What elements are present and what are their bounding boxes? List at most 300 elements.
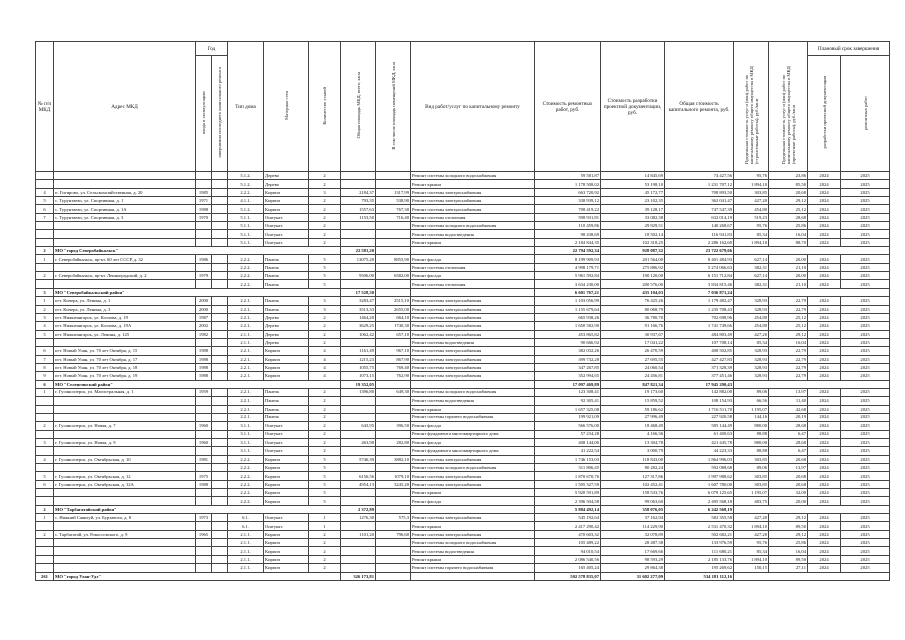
table-row xyxy=(36,530,890,538)
cell-p2: 2025 xyxy=(841,297,890,305)
cell-rc: 3 634 230,00 xyxy=(535,280,601,288)
cell-p1: 2024 xyxy=(808,514,841,522)
cell-dc: 190 120,00 xyxy=(601,272,665,280)
cell-mat: Панель xyxy=(264,305,309,313)
cell-y2 xyxy=(212,489,228,497)
header-floors-cell xyxy=(309,42,341,172)
cell-addr: г. Гусиноозерск, ул. Октябрьская, д. 10 xyxy=(54,455,196,463)
cell-p1: 2024 xyxy=(808,188,841,196)
subtotal-num: 2 xyxy=(36,247,54,255)
cell-fl: 2 xyxy=(309,338,341,346)
cell-y2 xyxy=(212,280,228,288)
cell-l2: 28,68 xyxy=(769,422,808,430)
empty-cell xyxy=(411,572,535,580)
cell-tc: 44 223,33 xyxy=(665,447,734,455)
cell-addr xyxy=(54,338,196,346)
cell-dc: 39 128,17 xyxy=(601,205,665,213)
cell-l1: 85,34 xyxy=(734,230,769,238)
cell-y1 xyxy=(196,397,212,405)
cell-work: Ремонт фундамента многоквартирного дома xyxy=(411,447,535,455)
cell-dc: 17 041,22 xyxy=(601,338,665,346)
cell-l2: 89,50 xyxy=(769,522,808,530)
cell-p2: 2025 xyxy=(841,564,890,572)
cell-y1 xyxy=(196,497,212,505)
cell-addr xyxy=(54,405,196,413)
cell-dc: 45 172,77 xyxy=(601,188,665,196)
cell-p1: 2024 xyxy=(808,363,841,371)
cell-ta xyxy=(341,464,376,472)
cell-mat: Кирпич xyxy=(264,489,309,497)
cell-y1: 1988 xyxy=(196,347,212,355)
cell-l1: 880,00 xyxy=(734,422,769,430)
cell-p1: 2024 xyxy=(808,338,841,346)
cell-mat: Дерево xyxy=(264,338,309,346)
cell-num: 1 xyxy=(36,297,54,305)
cell-work: Ремонт системы электроснабжения xyxy=(411,514,535,522)
cell-num xyxy=(36,464,54,472)
cell-p1: 2024 xyxy=(808,555,841,563)
cell-fl: 2 xyxy=(309,530,341,538)
cell-y2 xyxy=(212,539,228,547)
cell-ta: 1557,63 xyxy=(341,205,376,213)
cell-p1: 2024 xyxy=(808,472,841,480)
cell-l1: 144,16 xyxy=(734,413,769,421)
cell-mat: Панель xyxy=(264,297,309,305)
cell-addr: г. Гусиноозерск, ул. Новая, д. 7 xyxy=(54,422,196,430)
header-wall-material-cell xyxy=(264,42,309,172)
cell-work: Ремонт системы холодного водоснабжения xyxy=(411,464,535,472)
cell-fl: 4 xyxy=(309,347,341,355)
cell-ta xyxy=(341,430,376,438)
cell-y1 xyxy=(196,263,212,271)
cell-dc: 114 229,90 xyxy=(601,522,665,530)
cell-ta xyxy=(341,522,376,530)
cell-y2 xyxy=(212,222,228,230)
cell-fl: 2 xyxy=(309,205,341,213)
cell-pa: 716,40 xyxy=(376,213,411,221)
cell-pa xyxy=(376,280,411,288)
cell-work: Ремонт фасада xyxy=(411,272,535,280)
cell-code: 2.2.1. xyxy=(228,363,264,371)
cell-num xyxy=(36,555,54,563)
cell-rc: 453 865,82 xyxy=(535,330,601,338)
cell-pa: 967,10 xyxy=(376,347,411,355)
header-design-cost: Стоимость разработки проектной документации, руб. xyxy=(601,42,665,172)
cell-ta xyxy=(341,238,376,246)
cell-l1: 328,93 xyxy=(734,355,769,363)
cell-pa: 796,60 xyxy=(376,530,411,538)
cell-code: 2.2.2. xyxy=(228,472,264,480)
cell-l1: 95,76 xyxy=(734,539,769,547)
cell-y2 xyxy=(212,205,228,213)
cell-tc: 111 680,21 xyxy=(665,547,734,555)
cell-l2: 16,04 xyxy=(769,338,808,346)
cell-dc: 37 162,94 xyxy=(601,514,665,522)
cell-rc: 566 576,00 xyxy=(535,422,601,430)
cell-pa xyxy=(376,489,411,497)
cell-l1: 1 894,10 xyxy=(734,555,769,563)
cell-l2: 20,00 xyxy=(769,272,808,280)
cell-work: Ремонт системы электроснабжения xyxy=(411,363,535,371)
cell-y1: 2002 xyxy=(196,322,212,330)
cell-p2: 2025 xyxy=(841,489,890,497)
cell-pa xyxy=(376,464,411,472)
cell-y1: 1988 xyxy=(196,355,212,363)
cell-p2: 2025 xyxy=(841,197,890,205)
cell-fl: 5 xyxy=(309,272,341,280)
cell-dc: 200 576,00 xyxy=(601,280,665,288)
cell-rc: 110 459,86 xyxy=(535,222,601,230)
subtotal-row xyxy=(36,572,890,580)
cell-y1 xyxy=(196,280,212,288)
cell-l2: 88,70 xyxy=(769,238,808,246)
cell-mat: Панель xyxy=(264,413,309,421)
cell-y1 xyxy=(196,430,212,438)
cell-l2: 27,11 xyxy=(769,564,808,572)
cell-l1: 427,20 xyxy=(734,197,769,205)
cell-ta xyxy=(341,497,376,505)
cell-y1: 1965 xyxy=(196,530,212,538)
cell-work: Ремонт системы водоотведения xyxy=(411,230,535,238)
cell-y1 xyxy=(196,230,212,238)
cell-l2: 13,97 xyxy=(769,388,808,396)
cell-p2: 2025 xyxy=(841,272,890,280)
cell-fl: 2 xyxy=(309,539,341,547)
cell-l2: 22,79 xyxy=(769,355,808,363)
cell-p1: 2024 xyxy=(808,330,841,338)
cell-pa xyxy=(376,263,411,271)
cell-rc: 1 103 056,99 xyxy=(535,297,601,305)
table-row xyxy=(36,355,890,363)
cell-fl: 2 xyxy=(309,405,341,413)
cell-y1 xyxy=(196,405,212,413)
header-limit-design: Предельная стоимость услуг и (или) работ по капитальному ремонту общего имущества в МКД (проектные работы), руб./кв.м xyxy=(780,65,796,164)
table-row xyxy=(36,280,890,288)
cell-code: 2.2.1. xyxy=(228,388,264,396)
cell-num xyxy=(36,238,54,246)
cell-mat: Кирпич xyxy=(264,472,309,480)
table-row xyxy=(36,464,890,472)
cell-l2: 16,04 xyxy=(769,230,808,238)
cell-p2: 2025 xyxy=(841,430,890,438)
cell-code: 3.1.1. xyxy=(228,430,264,438)
subtotal-ta: 22 581,20 xyxy=(341,247,376,255)
cell-pa xyxy=(376,547,411,555)
cell-l1: 627,14 xyxy=(734,255,769,263)
cell-addr: пгт. Кичера, ул. Ленина, д. 3 xyxy=(54,305,196,313)
subtotal-rc: 22 794 592,34 xyxy=(535,247,601,255)
cell-l1: 150,15 xyxy=(734,564,769,572)
cell-tc: 140 268,67 xyxy=(665,222,734,230)
cell-mat: Панель xyxy=(264,263,309,271)
cell-mat: Дерево xyxy=(264,172,309,180)
cell-l1: 519,23 xyxy=(734,213,769,221)
cell-work: Ремонт системы холодного водоснабжения xyxy=(411,172,535,180)
capital-repair-table xyxy=(35,41,890,581)
cell-code: 2.2.1. xyxy=(228,322,264,330)
table-row xyxy=(36,472,890,480)
subtotal-row xyxy=(36,247,890,255)
cell-work: Ремонт системы электроснабжения xyxy=(411,330,535,338)
cell-p1: 2024 xyxy=(808,272,841,280)
cell-y1: 1960 xyxy=(196,422,212,430)
cell-l2: 22,79 xyxy=(769,372,808,380)
cell-pa: 575,3 xyxy=(376,514,411,522)
cell-p2: 2025 xyxy=(841,363,890,371)
cell-num xyxy=(36,338,54,346)
cell-dc: 59 186,62 xyxy=(601,405,665,413)
cell-ta xyxy=(341,539,376,547)
cell-l2: 22,79 xyxy=(769,305,808,313)
cell-pa: 2515,10 xyxy=(376,297,411,305)
cell-rc: 41 222,54 xyxy=(535,447,601,455)
cell-y1 xyxy=(196,447,212,455)
cell-p2: 2025 xyxy=(841,464,890,472)
cell-rc: 1 657 325,08 xyxy=(535,405,601,413)
register-table-sheet xyxy=(35,41,889,581)
cell-tc: 6 151 712,84 xyxy=(665,272,734,280)
table-row xyxy=(36,272,890,280)
cell-pa xyxy=(376,397,411,405)
table-row xyxy=(36,222,890,230)
cell-work: Ремонт фасада xyxy=(411,497,535,505)
cell-num: 7 xyxy=(36,355,54,363)
cell-ta: 463,90 xyxy=(341,439,376,447)
cell-y1: 2000 xyxy=(196,297,212,305)
cell-code: 2.2.1. xyxy=(228,413,264,421)
cell-num xyxy=(36,222,54,230)
cell-l1: 303,85 xyxy=(734,472,769,480)
cell-work: Ремонт системы электроснабжения xyxy=(411,472,535,480)
cell-mat: Оштукат. xyxy=(264,447,309,455)
cell-work: Ремонт системы электроснабжения xyxy=(411,455,535,463)
cell-addr: с. Тарбагатай, ул. Рокоссовского, д. 9 xyxy=(54,530,196,538)
cell-addr xyxy=(54,263,196,271)
cell-work: Ремонт системы электроснабжения xyxy=(411,322,535,330)
cell-pa: 769,40 xyxy=(376,363,411,371)
cell-fl: 2 xyxy=(309,447,341,455)
cell-code: 2.1.1. xyxy=(228,530,264,538)
cell-ta: 1153,50 xyxy=(341,213,376,221)
cell-p2: 2025 xyxy=(841,555,890,563)
header-limit-max: Предельная стоимость услуг и (или) работ по капитальному ремонту общего имущества в МКД (строительные работы), руб./кв.м xyxy=(743,65,759,164)
header-total-cost: Общая стоимость капитального ремонта, руб. xyxy=(665,42,734,172)
cell-rc: 663 720,92 xyxy=(535,188,601,196)
cell-y2 xyxy=(212,422,228,430)
cell-l2: 11,40 xyxy=(769,397,808,405)
cell-tc: 227 920,58 xyxy=(665,413,734,421)
cell-num: 3 xyxy=(36,439,54,447)
cell-code: 2.1.1. xyxy=(228,555,264,563)
subtotal-rc: 17 097 469,89 xyxy=(535,380,601,388)
cell-y2 xyxy=(212,338,228,346)
cell-tc: 2 286 162,60 xyxy=(665,238,734,246)
cell-l2: 29,12 xyxy=(769,514,808,522)
subtotal-ta: 326 173,81 xyxy=(341,572,376,580)
cell-l1: 88,88 xyxy=(734,447,769,455)
cell-dc: 98 593,29 xyxy=(601,555,665,563)
cell-tc: 427 427,83 xyxy=(665,355,734,363)
table-row xyxy=(36,263,890,271)
cell-pa: 3882,10 xyxy=(376,455,411,463)
cell-fl: 2 xyxy=(309,388,341,396)
cell-l2: 22,79 xyxy=(769,347,808,355)
cell-y2 xyxy=(212,430,228,438)
cell-p2: 2025 xyxy=(841,188,890,196)
cell-l1: 382,31 xyxy=(734,280,769,288)
cell-ta xyxy=(341,397,376,405)
cell-work: Ремонт крыши xyxy=(411,489,535,497)
cell-l1: 427,20 xyxy=(734,530,769,538)
cell-mat: Кирпич xyxy=(264,455,309,463)
cell-ta xyxy=(341,564,376,572)
cell-p1: 2024 xyxy=(808,322,841,330)
cell-p2: 2025 xyxy=(841,547,890,555)
table-body xyxy=(36,172,890,581)
cell-p1: 2024 xyxy=(808,172,841,180)
cell-rc: 57 234,28 xyxy=(535,430,601,438)
cell-mat: Кирпич xyxy=(264,205,309,213)
cell-fl: 2 xyxy=(309,197,341,205)
cell-fl: 5 xyxy=(309,480,341,488)
subtotal-rc: 502 578 835,07 xyxy=(535,572,601,580)
cell-pa: 664,10 xyxy=(376,313,411,321)
cell-num xyxy=(36,489,54,497)
cell-p1: 2024 xyxy=(808,547,841,555)
cell-num: 4 xyxy=(36,322,54,330)
cell-p2: 2025 xyxy=(841,213,890,221)
cell-num: 7 xyxy=(36,213,54,221)
cell-ta xyxy=(341,338,376,346)
cell-p2: 2025 xyxy=(841,238,890,246)
table-row xyxy=(36,388,890,396)
subtotal-tc: 23 722 679,66 xyxy=(665,247,734,255)
cell-l1: 427,20 xyxy=(734,330,769,338)
cell-l2: 20,00 xyxy=(769,255,808,263)
cell-l2: 6,47 xyxy=(769,447,808,455)
subtotal-num: 2 xyxy=(36,505,54,513)
cell-ta: 5746,39 xyxy=(341,455,376,463)
cell-code: 2.2.2. xyxy=(228,263,264,271)
cell-code: 2.2.2. xyxy=(228,480,264,488)
cell-fl: 2 xyxy=(309,555,341,563)
cell-y2 xyxy=(212,363,228,371)
table-row xyxy=(36,413,890,421)
cell-l2: 20,68 xyxy=(769,472,808,480)
cell-addr: с. Турунтаево, ул. Спортивная, д. 1 xyxy=(54,197,196,205)
cell-p1: 2024 xyxy=(808,238,841,246)
table-row xyxy=(36,547,890,555)
cell-l1: 454,80 xyxy=(734,205,769,213)
subtotal-num: 261 xyxy=(36,572,54,580)
header-repair-cost: Стоимость ремонтных работ, руб. xyxy=(535,42,601,172)
subtotal-ta: 19 352,05 xyxy=(341,380,376,388)
cell-dc: 17 669,66 xyxy=(601,547,665,555)
cell-pa: 1740,30 xyxy=(376,322,411,330)
cell-p2: 2025 xyxy=(841,355,890,363)
cell-pa: 3245,20 xyxy=(376,480,411,488)
cell-rc: 598 931,81 xyxy=(535,213,601,221)
cell-mat: Дерево xyxy=(264,313,309,321)
cell-mat: Панель xyxy=(264,272,309,280)
cell-fl: 3 xyxy=(309,305,341,313)
cell-pa xyxy=(376,172,411,180)
cell-pa: 867,90 xyxy=(376,355,411,363)
cell-tc: 421 445,78 xyxy=(665,439,734,447)
cell-rc: 5 920 591,89 xyxy=(535,489,601,497)
cell-p2: 2025 xyxy=(841,514,890,522)
cell-tc: 3 834 815,46 xyxy=(665,280,734,288)
cell-l2: 22,79 xyxy=(769,297,808,305)
cell-l2: 25,86 xyxy=(769,222,808,230)
cell-dc: 28 487,38 xyxy=(601,539,665,547)
cell-mat: Кирпич xyxy=(264,480,309,488)
cell-rc: 123 308,41 xyxy=(535,388,601,396)
cell-pa: 282,80 xyxy=(376,439,411,447)
cell-tc: 8 401 484,93 xyxy=(665,255,734,263)
cell-rc: 352 994,65 xyxy=(535,372,601,380)
cell-fl: 2 xyxy=(309,422,341,430)
cell-ta: 3283,47 xyxy=(341,297,376,305)
cell-fl: 5 xyxy=(309,464,341,472)
cell-code: 2.1.1. xyxy=(228,338,264,346)
cell-l1: 89,06 xyxy=(734,388,769,396)
cell-addr xyxy=(54,489,196,497)
cell-num xyxy=(36,230,54,238)
cell-addr xyxy=(54,522,196,530)
cell-pa xyxy=(376,338,411,346)
cell-dc: 158 533,76 xyxy=(601,489,665,497)
cell-num xyxy=(36,447,54,455)
cell-rc: 92 305,41 xyxy=(535,397,601,405)
cell-y2 xyxy=(212,355,228,363)
cell-p2: 2025 xyxy=(841,539,890,547)
cell-tc: 1 607 780,00 xyxy=(665,480,734,488)
cell-l1: 1 195,07 xyxy=(734,489,769,497)
cell-dc: 23 102,35 xyxy=(601,197,665,205)
subtotal-addr: МО "город Улан-Удэ" xyxy=(54,572,341,580)
cell-rc: 665 938,26 xyxy=(535,313,601,321)
cell-addr xyxy=(54,447,196,455)
cell-dc: 18 468,49 xyxy=(601,422,665,430)
cell-y1 xyxy=(196,539,212,547)
cell-mat: Оштукат. xyxy=(264,430,309,438)
table-row xyxy=(36,305,890,313)
cell-rc: 1 650 582,90 xyxy=(535,322,601,330)
cell-work: Ремонт крыши xyxy=(411,555,535,563)
cell-fl: 4 xyxy=(309,372,341,380)
cell-ta: 643,95 xyxy=(341,422,376,430)
cell-l2: 6,47 xyxy=(769,430,808,438)
cell-code: 2.2.1. xyxy=(228,347,264,355)
cell-tc: 74 427,56 xyxy=(665,172,734,180)
cell-y1: 1959 xyxy=(196,388,212,396)
subtotal-rc: 6 601 767,21 xyxy=(535,288,601,296)
cell-rc: 408 144,00 xyxy=(535,439,601,447)
cell-tc: 195 269,62 xyxy=(665,564,734,572)
cell-addr xyxy=(54,464,196,472)
cell-code: 2.2.2. xyxy=(228,272,264,280)
cell-code: 5.1.1. xyxy=(228,213,264,221)
cell-code: 2.2.1. xyxy=(228,405,264,413)
cell-y2 xyxy=(212,397,228,405)
cell-dc: 24 456,81 xyxy=(601,372,665,380)
cell-tc: 1 716 511,70 xyxy=(665,405,734,413)
table-row xyxy=(36,480,890,488)
cell-dc: 13 304,78 xyxy=(601,439,665,447)
cell-code: 3.1.1. xyxy=(228,439,264,447)
cell-work: Ремонт крыши xyxy=(411,180,535,188)
